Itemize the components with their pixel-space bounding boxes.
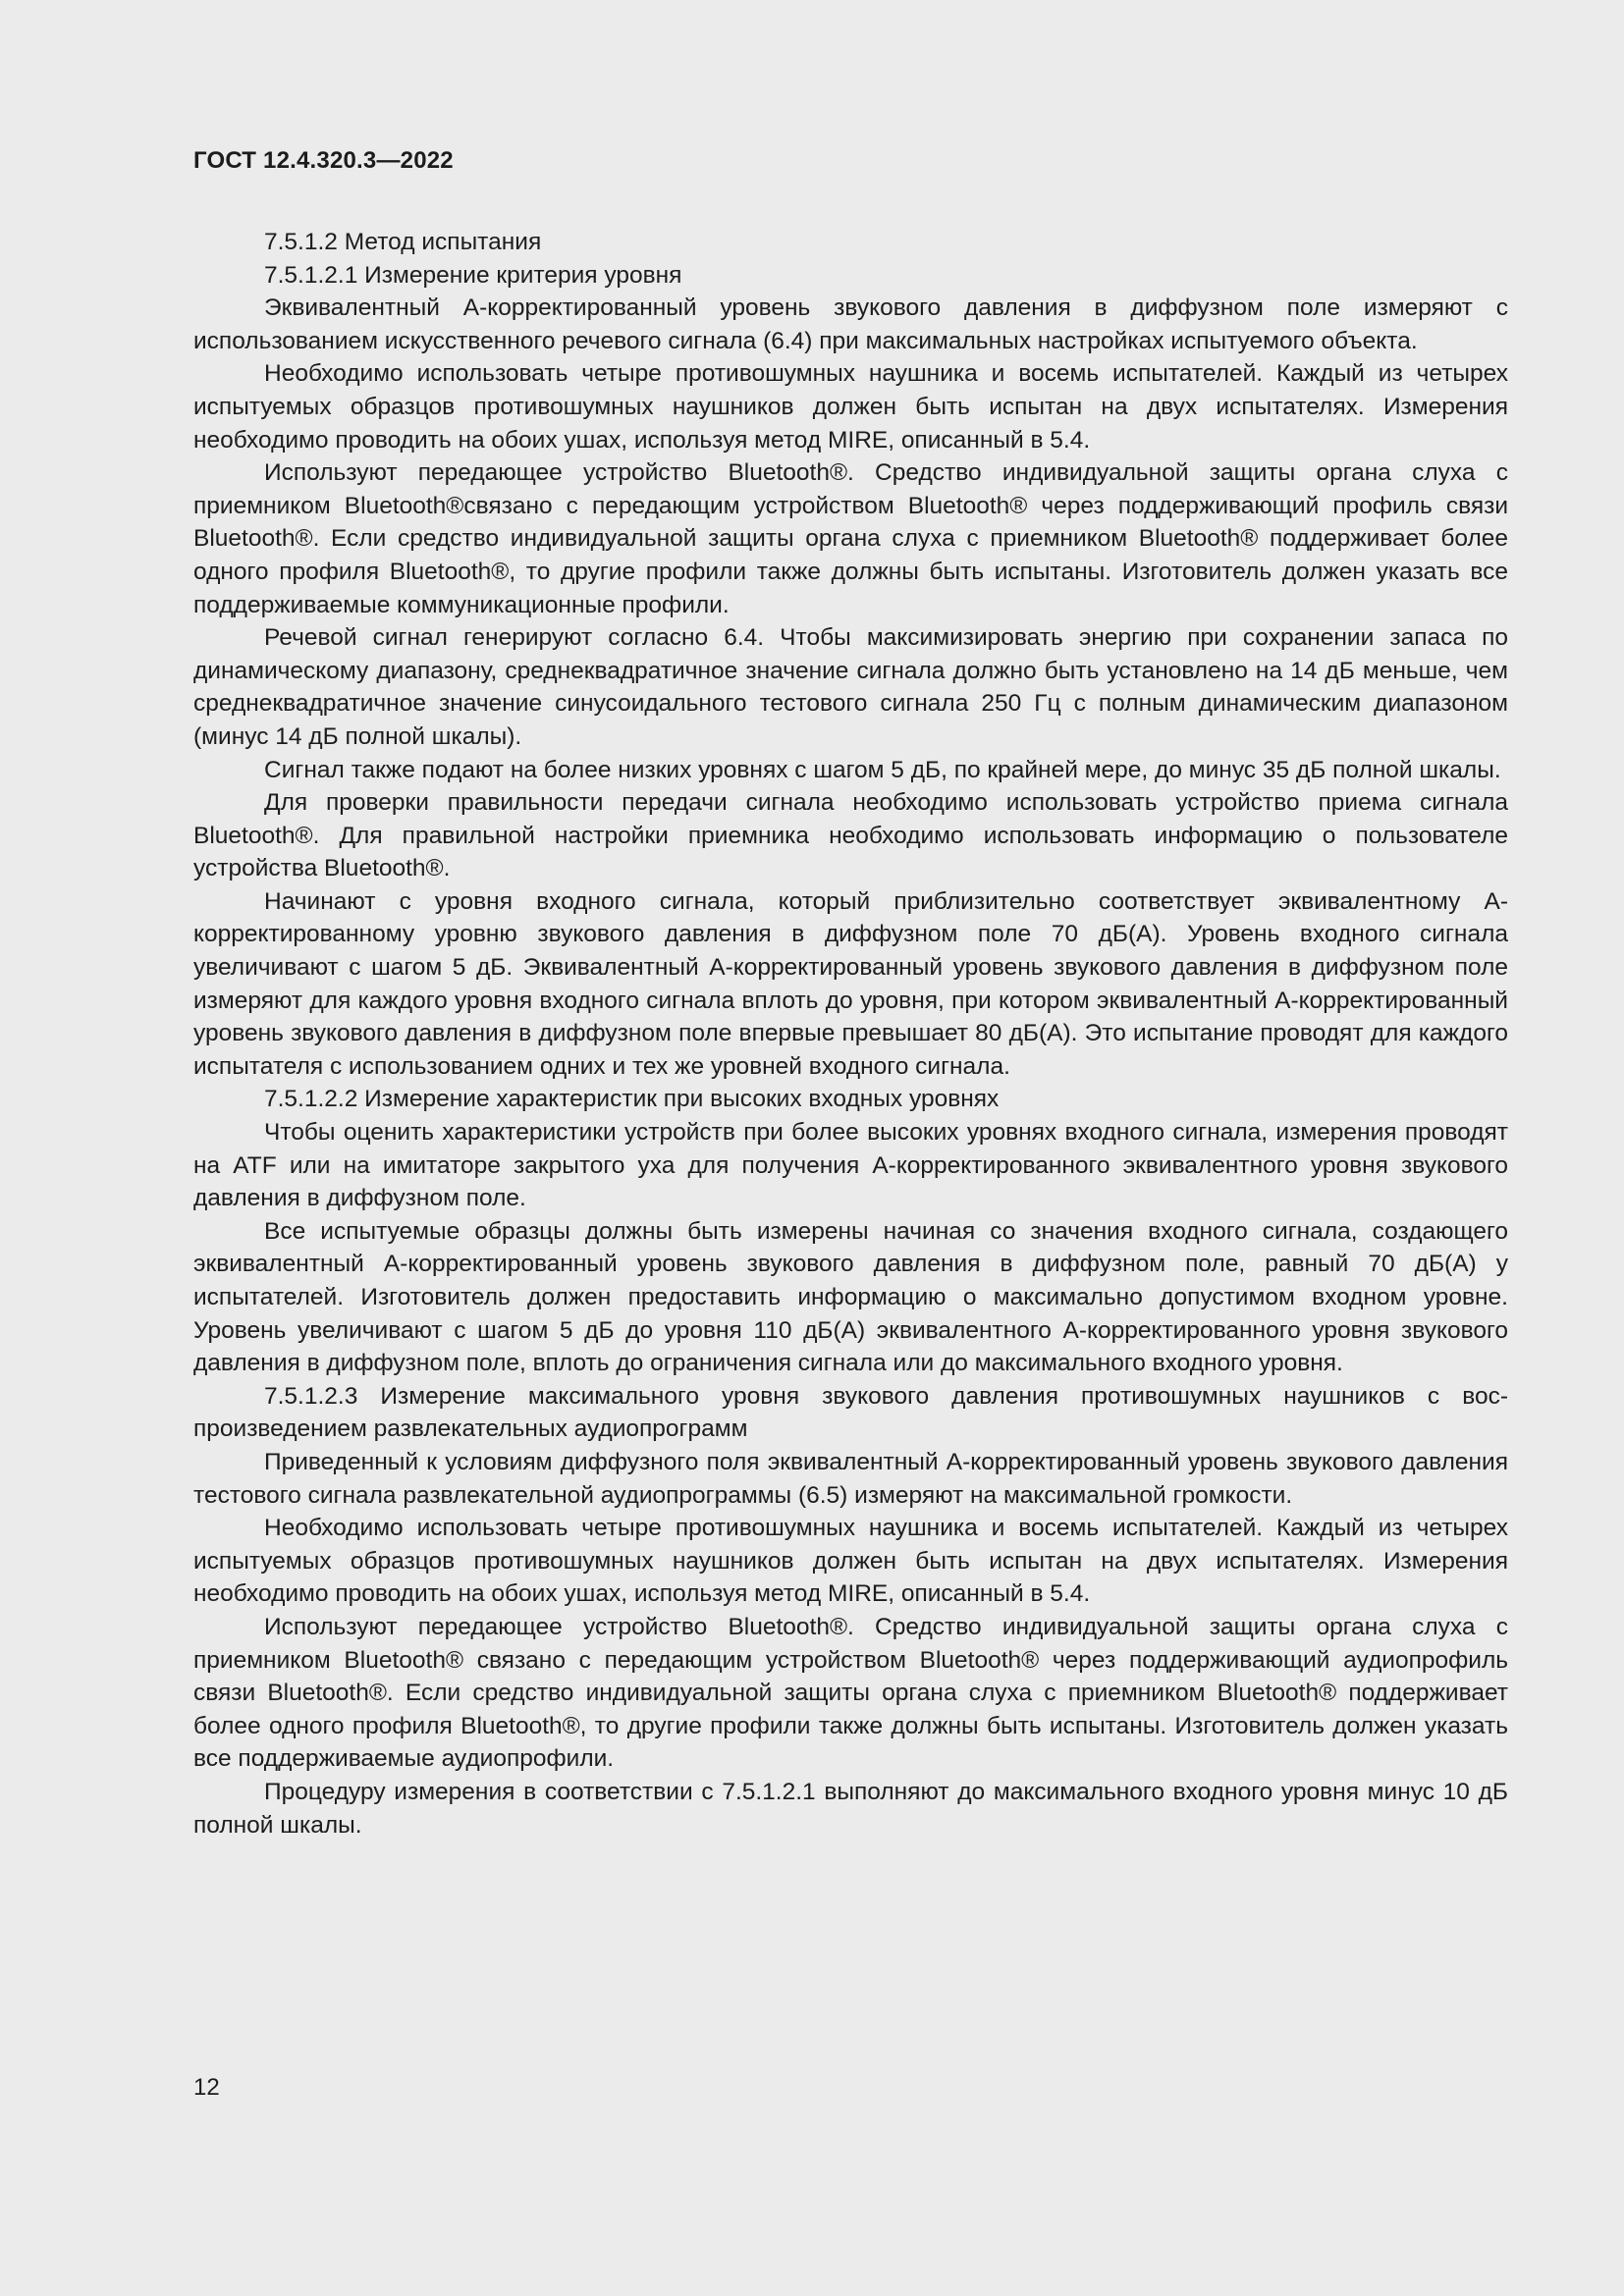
subsection-heading: 7.5.1.2.1 Измерение критерия уровня [264, 261, 682, 289]
paragraph: Чтобы оценить характеристики устройств при более высоких уровнях входного сигнала, измерения проводят на ATF или на имитаторе закрытого уха для получения А-корректированного эквивалентного уровня звукового давления в диффузном поле. [193, 1119, 1508, 1212]
paragraph: Сигнал также подают на более низких уровнях с шагом 5 дБ, по крайней мере, до минус 35 дБ полной шкалы. [264, 756, 1501, 783]
document-header: ГОСТ 12.4.320.3—2022 [193, 147, 454, 174]
paragraph: Эквивалентный А-корректированный уровень звукового давления в диффузном поле измеряют с использованием искусственного речевого сигнала (6.4) при максимальных настройках испытуемого объекта. [193, 294, 1508, 354]
paragraph: Начинают с уровня входного сигнала, который приблизительно соответствует эквивалентному А-корректированному уровню звукового давления в диффузном поле 70 дБ(А). Уровень входного сигнала увеличивают с шагом 5 дБ. Эквивалентный А-корректированный уровень звукового давления в диффузном поле измеряют для каждого уровня входного сигнала вплоть до уровня, при котором эквивалентный А-корректированный уровень звукового давления в диффузном поле впервые превышает 80 дБ(А). Это испытание проводят для каждого испытателя с использованием одних и тех же уровней входного сигнала. [193, 887, 1508, 1080]
paragraph: Необходимо использовать четыре противошумных наушника и восемь испытателей. Каждый из четырех испытуемых образцов противошумных наушников должен быть испытан на двух испытателях. Измерения необходимо проводить на обоих ушах, используя метод MIRE, описанный в 5.4. [193, 1515, 1508, 1608]
subsection-heading: 7.5.1.2.2 Измерение характеристик при высоких входных уровнях [264, 1086, 1000, 1113]
paragraph: Приведенный к условиям диффузного поля эквивалентный А-корректированный уровень звукового давления тестового сигнала развлекательной аудиопрограммы (6.5) измеряют на максимальной громкости. [193, 1448, 1508, 1509]
section-heading: 7.5.1.2 Метод испытания [264, 229, 542, 255]
paragraph: Процедуру измерения в соответствии с 7.5.1.2.1 выполняют до максимального входного уровня минус 10 дБ полной шкалы. [193, 1778, 1508, 1839]
paragraph: Речевой сигнал генерируют согласно 6.4. Чтобы максимизировать энергию при сохранении запаса по динамическому диапазону, среднеквадратичное значение сигнала должно быть установлено на 14 дБ меньше, чем среднеквадратичное значение синусоидального тестового сигнала 250 Гц с полным динамическим диапазоном (минус 14 дБ полной шкалы). [193, 624, 1508, 750]
page-number: 12 [193, 2074, 220, 2101]
paragraph: Используют передающее устройство Bluetooth®. Средство индивидуальной защиты органа слуха с приемником Bluetooth® связано с передающим устройством Bluetooth® через поддерживающий аудиопрофиль связи Bluetooth®. Если средство индивидуальной защиты органа слуха с приемником Bluetooth® поддерживает более одного профиля Bluetooth®, то другие профили также должны быть испытаны. Изготовитель должен указать все поддерживаемые аудиопрофили. [193, 1613, 1508, 1773]
document-body [193, 226, 1508, 1842]
paragraph: Для проверки правильности передачи сигнала необходимо использовать устройство приема сигнала Bluetooth®. Для правильной настройки приемника необходимо использовать информацию о пользователе устройства Bluetooth®. [193, 789, 1508, 882]
paragraph: Все испытуемые образцы должны быть измерены начиная со значения входного сигнала, создающего эквивалентный А-корректированный уровень звукового давления в диффузном поле, равный 70 дБ(А) у испытателей. Изготовитель должен предоставить информацию о максимально допустимом входном уровне. Уровень увеличивают с шагом 5 дБ до уровня 110 дБ(А) эквивалентного А-корректированного уровня звукового давления в диффузном поле, вплоть до ограничения сигнала или до максимального входного уровня. [193, 1217, 1508, 1377]
subsection-heading: 7.5.1.2.3 Измерение максимального уровня звукового давления противошумных наушников с воспроизведением развлекательных аудиопрограмм [193, 1382, 1508, 1443]
paragraph: Используют передающее устройство Bluetooth®. Средство индивидуальной защиты органа слуха с приемником Bluetooth®связано с передающим устройством Bluetooth® через поддерживающий профиль связи Bluetooth®. Если средство индивидуальной защиты органа слуха с приемником Bluetooth® поддерживает более одного профиля Bluetooth®, то другие профили также должны быть испытаны. Изготовитель должен указать все поддерживаемые коммуникационные профили. [193, 459, 1508, 618]
paragraph: Необходимо использовать четыре противошумных наушника и восемь испытателей. Каждый из четырех испытуемых образцов противошумных наушников должен быть испытан на двух испытателях. Измерения необходимо проводить на обоих ушах, используя метод MIRE, описанный в 5.4. [193, 360, 1508, 454]
